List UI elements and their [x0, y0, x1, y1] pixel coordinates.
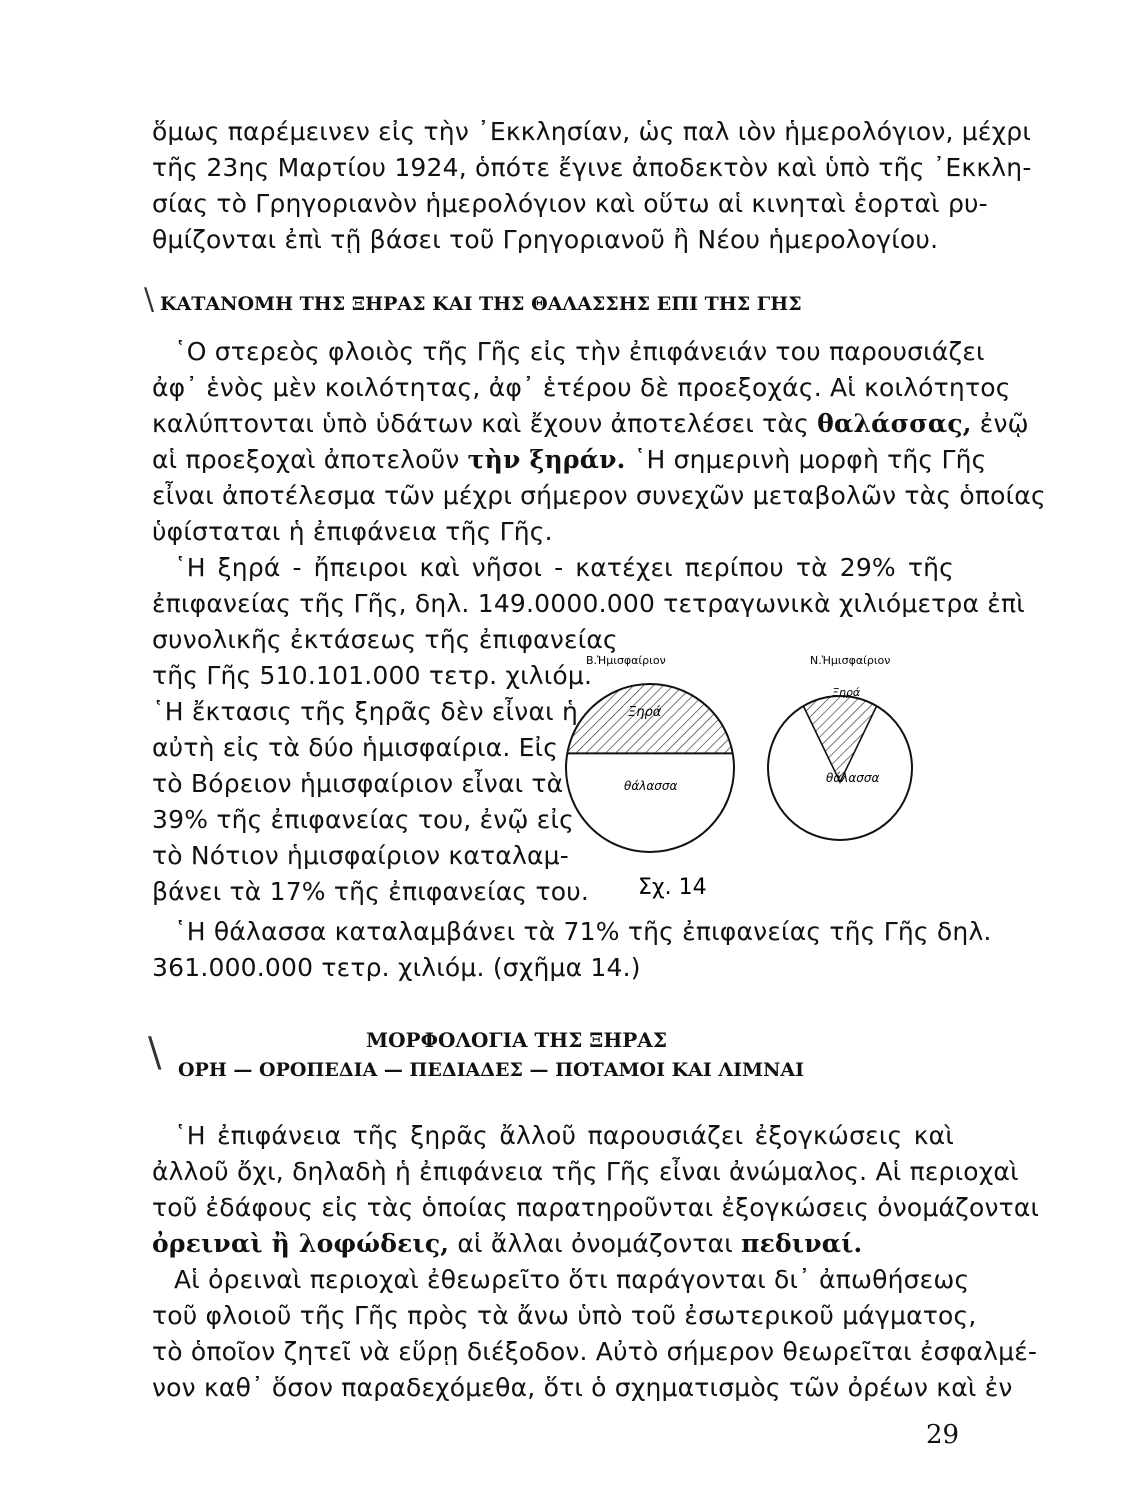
bold-term: τὴν ξηράν.: [467, 445, 626, 474]
north-hemisphere-label: Β.Ἡμισφαίριον: [586, 654, 666, 667]
bold-term: θαλάσσας,: [817, 409, 972, 438]
text-line: τὸ Βόρειον ἡμισφαίριον εἶναι τὰ: [152, 769, 564, 798]
text-line: 361.000.000 τετρ. χιλιόμ. (σχῆμα 14.): [152, 953, 641, 982]
text-line: ἀλλοῦ ὄχι, δηλαδὴ ἡ ἐπιφάνεια τῆς Γῆς εἶναι ἀνώμαλος. Αἱ περιοχαὶ: [152, 1157, 1019, 1186]
south-hemisphere-label: Ν.Ἡμισφαίριον: [810, 654, 891, 667]
text-line: εἶναι ἀποτέλεσμα τῶν μέχρι σήμερον συνεχῶν μεταβολῶν τὰς ὁποίας: [152, 481, 1046, 510]
section-heading: ΜΟΡΦΟΛΟΓΙΑ ΤΗΣ ΞΗΡΑΣ: [366, 1028, 667, 1052]
text-line: τὸ Νότιον ἡμισφαίριον καταλαμ-: [152, 841, 569, 870]
text-line: καλύπτονται ὑπὸ ὑδάτων καὶ ἔχουν ἀποτελέσει τὰς θαλάσσας, ἐνῷ: [152, 409, 1029, 438]
text-line: ῾Η ἔκτασις τῆς ξηρᾶς δὲν εἶναι ἡ: [152, 697, 579, 726]
text-line: νον καθ᾿ ὅσον παραδεχόμεθα, ὅτι ὁ σχηματισμὸς τῶν ὀρέων καὶ ἐν: [152, 1373, 1013, 1402]
text-line: βάνει τὰ 17% τῆς ἐπιφανείας του.: [152, 877, 590, 906]
north-sea-label: θάλασσα: [624, 779, 678, 793]
text-line: τῆς 23ης Μαρτίου 1924, ὁπότε ἔγινε ἀποδεκτὸν καὶ ὑπὸ τῆς ᾿Εκκλη-: [152, 153, 1032, 182]
section-heading: ΚΑΤΑΝΟΜΗ ΤΗΣ ΞΗΡΑΣ ΚΑΙ ΤΗΣ ΘΑΛΑΣΣΗΣ ΕΠΙ ΤΗΣ ΓΗΣ: [160, 293, 802, 315]
pencil-check-mark: \: [148, 1030, 162, 1076]
bold-term: ὀρειναὶ ἢ λοφώδεις,: [152, 1229, 450, 1258]
text-line: Αἱ ὀρειναὶ περιοχαὶ ἐθεωρεῖτο ὅτι παράγονται δι᾿ ἀπωθήσεως: [174, 1265, 970, 1294]
text-line: αἱ προεξοχαὶ ἀποτελοῦν τὴν ξηράν. ῾Η σημερινὴ μορφὴ τῆς Γῆς: [152, 445, 987, 474]
text-line: ὅμως παρέμεινεν εἰς τὴν ᾿Εκκλησίαν, ὡς παλ ιὸν ἡμερολόγιον, μέχρι: [152, 117, 1031, 146]
north-land-label: Ξηρά: [628, 705, 662, 720]
text-line: τοῦ ἐδάφους εἰς τὰς ὁποίας παρατηροῦνται ἐξογκώσεις ὀνομάζονται: [152, 1193, 1040, 1222]
text-line: ὑφίσταται ἡ ἐπιφάνεια τῆς Γῆς.: [152, 517, 553, 546]
pencil-check-mark: \: [144, 282, 155, 317]
text-line: τῆς Γῆς 510.101.000 τετρ. χιλιόμ.: [152, 661, 593, 690]
text-line: τοῦ φλοιοῦ τῆς Γῆς πρὸς τὰ ἄνω ὑπὸ τοῦ ἐσωτερικοῦ μάγματος,: [152, 1301, 977, 1330]
south-sea-label: θάλασσα: [826, 771, 880, 785]
section-subheading: ΟΡΗ — ΟΡΟΠΕΔΙΑ — ΠΕΔΙΑΔΕΣ — ΠΟΤΑΜΟΙ ΚΑΙ ΛΙΜΝΑΙ: [178, 1059, 804, 1081]
text-line: θμίζονται ἐπὶ τῇ βάσει τοῦ Γρηγοριανοῦ ἢ Νέου ἡμερολογίου.: [152, 225, 939, 254]
figure-hemispheres: [540, 650, 960, 910]
text-line: ὀρειναὶ ἢ λοφώδεις, αἱ ἄλλαι ὀνομάζονται πεδιναί.: [152, 1229, 863, 1258]
text-line: ἀφ᾿ ἑνὸς μὲν κοιλότητας, ἀφ᾿ ἑτέρου δὲ προεξοχάς. Αἱ κοιλότητος: [152, 373, 1011, 402]
text-line: σίας τὸ Γρηγοριανὸν ἡμερολόγιον καὶ οὕτω αἱ κινηταὶ ἑορταὶ ρυ-: [152, 189, 988, 218]
text-line: ῾Η ἐπιφάνεια τῆς ξηρᾶς ἄλλοῦ παρουσιάζει ἐξογκώσεις καὶ: [174, 1121, 954, 1150]
text-line: ῾Η ξηρά - ἤπειροι καὶ νῆσοι - κατέχει περίπου τὰ 29% τῆς: [174, 553, 954, 582]
text-line: 39% τῆς ἐπιφανείας του, ἐνῷ εἰς: [152, 805, 574, 834]
text-line: τὸ ὁποῖον ζητεῖ νὰ εὕρῃ διέξοδον. Αὐτὸ σήμερον θεωρεῖται ἐσφαλμέ-: [152, 1337, 1038, 1366]
text-line: ῾Η θάλασσα καταλαμβάνει τὰ 71% τῆς ἐπιφανείας τῆς Γῆς δηλ.: [174, 917, 992, 946]
page-number: 29: [926, 1420, 960, 1450]
south-land-label: Ξηρά: [832, 686, 861, 699]
figure-caption: Σχ. 14: [638, 875, 707, 900]
text-line: συνολικῆς ἐκτάσεως τῆς ἐπιφανείας: [152, 625, 618, 654]
text-line: ῾Ο στερεὸς φλοιὸς τῆς Γῆς εἰς τὴν ἐπιφάνειάν του παρουσιάζει: [174, 337, 985, 366]
text-line: αὐτὴ εἰς τὰ δύο ἡμισφαίρια. Εἰς: [152, 733, 559, 762]
text-line: ἐπιφανείας τῆς Γῆς, δηλ. 149.0000.000 τετραγωνικὰ χιλιόμετρα ἐπὶ: [152, 589, 1025, 618]
bold-term: πεδιναί.: [741, 1229, 863, 1258]
